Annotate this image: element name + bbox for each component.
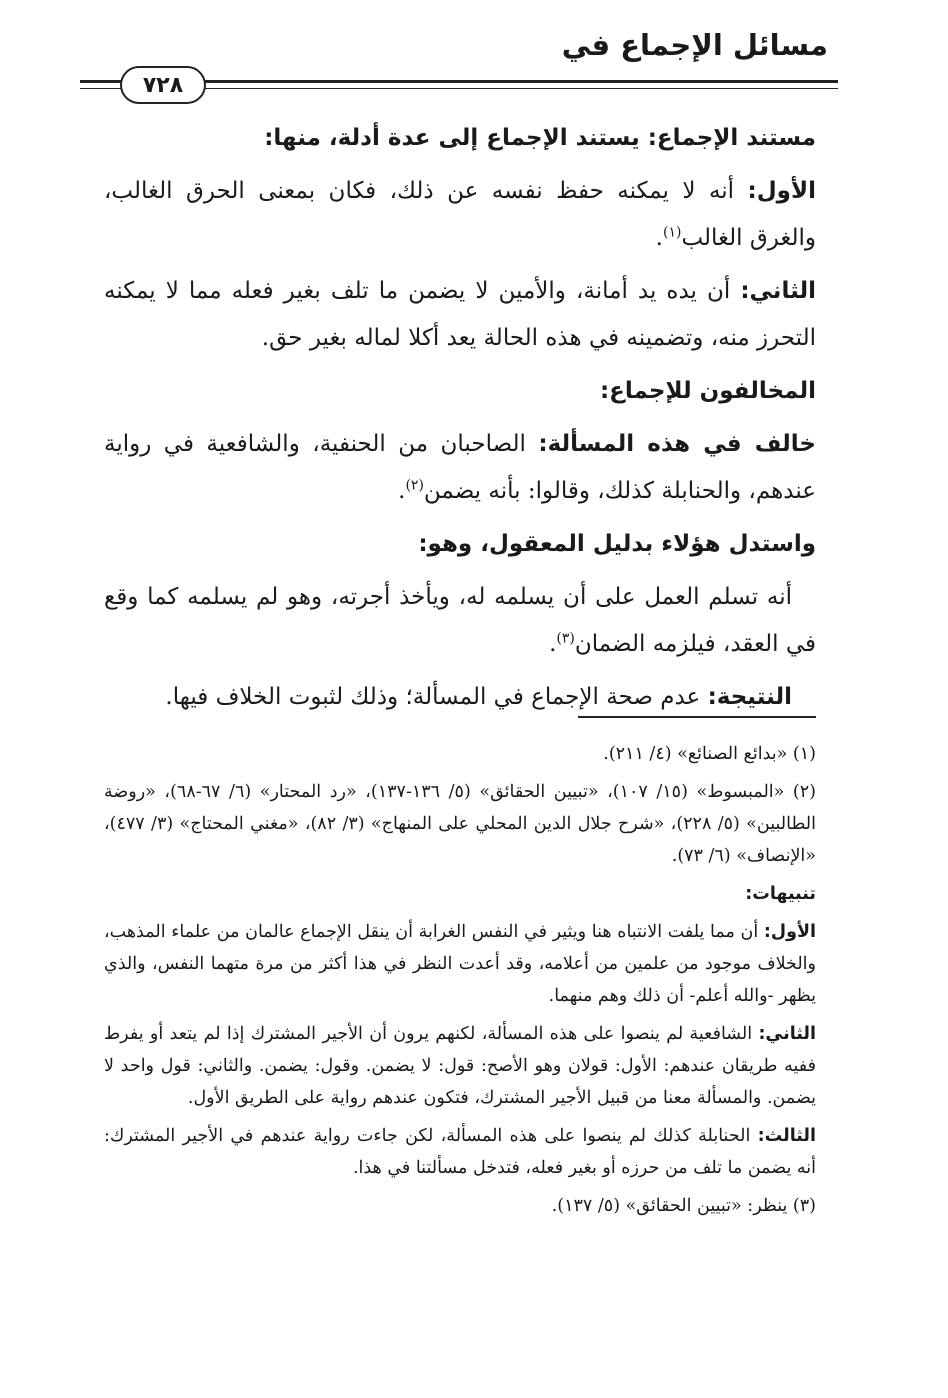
paragraph-evidence-heading bbox=[104, 521, 816, 568]
paragraph-basis bbox=[104, 115, 816, 162]
footnote-ref-1[interactable]: (١) bbox=[662, 224, 682, 241]
paragraph-opponents bbox=[104, 368, 816, 415]
footnote-separator bbox=[578, 716, 816, 718]
opponents-heading: المخالفون للإجماع: bbox=[599, 378, 816, 404]
dissent-end: . bbox=[398, 478, 406, 504]
note-second bbox=[104, 1018, 816, 1114]
result-label: النتيجة: bbox=[707, 684, 792, 710]
note-first-label: الأول: bbox=[763, 922, 816, 942]
note-second-text: الشافعية لم ينصوا على هذه المسألة، لكنهم يرون أن الأجير المشترك إذا لم يتعد أو يفرط ففيه طريقان عندهم: الأول: قولان وهو الأصح: قول: لا يضمن. وقول: يضمن. والثاني: قول واحد لا يضمن. والمسألة معنا من قبيل الأجير المشترك، فتكون عندهم رواية على الطريق الأول. bbox=[104, 1024, 816, 1108]
evidence-end: . bbox=[549, 631, 557, 657]
footnote-3: (٣) ينظر: «تبيين الحقائق» (٥/ ١٣٧). bbox=[551, 1196, 816, 1216]
note-first bbox=[104, 916, 816, 1012]
paragraph-second bbox=[104, 268, 816, 362]
evidence-heading: واستدل هؤلاء بدليل المعقول، وهو: bbox=[418, 531, 816, 557]
second-label: الثاني: bbox=[740, 278, 816, 304]
paragraph-evidence bbox=[104, 574, 816, 668]
note-first-text: أن مما يلفت الانتباه هنا ويثير في النفس الغرابة أن ينقل الإجماع عالمان من علماء المذهب، والخلاف موجود من علمين من أعلامه، وقد أعدت النظر في هذا أكثر من مرة متهما النفس، والذي يظهر -والله أعلم- أن ذلك وهم منهما. bbox=[104, 922, 816, 1006]
paragraph-dissent bbox=[104, 421, 816, 515]
notes-title: تنبيهات: bbox=[745, 884, 816, 904]
running-header bbox=[80, 22, 838, 98]
first-text: أنه لا يمكنه حفظ نفسه عن ذلك، فكان بمعنى الحرق الغالب، والغرق الغالب bbox=[104, 178, 816, 251]
first-end: . bbox=[655, 225, 663, 251]
footnote-2: (٢) «المبسوط» (١٥/ ١٠٧)، «تبيين الحقائق» (٥/ ١٣٦-١٣٧)، «رد المحتار» (٦/ ٦٧-٦٨)، «روضة الطالبين» (٥/ ٢٢٨)، «شرح جلال الدين المحلي على المنهاج» (٣/ ٨٢)، «مغني المحتاج» (٣/ ٤٧٧)، «الإنصاف» (٦/ ٧٣). bbox=[104, 782, 816, 866]
result-text: عدم صحة الإجماع في المسألة؛ وذلك لثبوت الخلاف فيها. bbox=[165, 684, 708, 710]
main-text bbox=[104, 115, 816, 727]
dissent-label: خالف في هذه المسألة: bbox=[538, 431, 816, 457]
evidence-text: أنه تسلم العمل على أن يسلمه له، ويأخذ أجرته، وهو لم يسلمه كما وقع في العقد، فيلزمه الضمان bbox=[104, 584, 816, 657]
footnote-1: (١) «بدائع الصنائع» (٤/ ٢١١). bbox=[603, 744, 816, 764]
footnotes bbox=[104, 738, 816, 1228]
page-number: ٧٢٨ bbox=[120, 66, 206, 104]
footnote-ref-3[interactable]: (٣) bbox=[556, 630, 575, 647]
paragraph-result bbox=[104, 674, 816, 721]
first-label: الأول: bbox=[747, 178, 816, 204]
dissent-text: الصاحبان من الحنفية، والشافعية في رواية عندهم، والحنابلة كذلك، وقالوا: بأنه يضمن bbox=[104, 431, 816, 504]
basis-heading: مستند الإجماع: يستند الإجماع إلى عدة أدلة، منها: bbox=[264, 125, 816, 151]
note-second-label: الثاني: bbox=[758, 1024, 816, 1044]
footnote-ref-2[interactable]: (٢) bbox=[405, 477, 424, 494]
note-third-text: الحنابلة كذلك لم ينصوا على هذه المسألة، لكن جاءت رواية عندهم في الأجير المشترك: أنه يضمن ما تلف من حرزه أو بغير فعله، فتدخل مسألتنا في هذا. bbox=[104, 1126, 816, 1178]
paragraph-first bbox=[104, 168, 816, 262]
note-third bbox=[104, 1120, 816, 1184]
running-title: مسائل الإجماع في bbox=[561, 28, 828, 62]
second-text: أن يده يد أمانة، والأمين لا يضمن ما تلف بغير فعله مما لا يمكنه التحرز منه، وتضمينه في هذه الحالة يعد أكلا لماله بغير حق. bbox=[104, 278, 816, 351]
note-third-label: الثالث: bbox=[757, 1126, 816, 1146]
